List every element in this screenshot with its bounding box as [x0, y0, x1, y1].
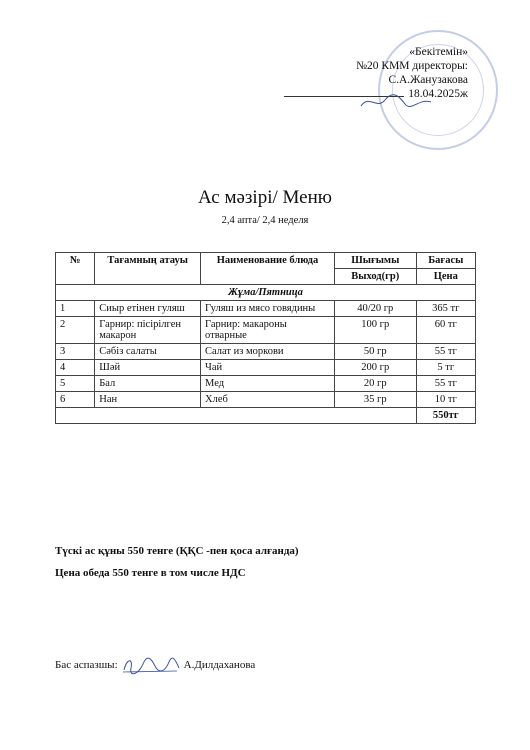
- row-price: 5 тг: [416, 360, 475, 376]
- day-label: Жұма/Пятница: [56, 285, 476, 301]
- header-price-ru: Цена: [416, 269, 475, 285]
- row-num: 1: [56, 301, 95, 317]
- row-num: 4: [56, 360, 95, 376]
- chef-label: Бас аспазшы:: [55, 659, 118, 671]
- total-spacer: [56, 408, 417, 424]
- row-output: 50 гр: [334, 344, 416, 360]
- table-header-row: [56, 253, 476, 269]
- chef-signature-block: [55, 654, 255, 676]
- row-ru: Чай: [201, 360, 335, 376]
- director-signature-icon: [359, 92, 434, 112]
- chef-name: А.Дилдаханова: [183, 659, 256, 671]
- header-price-kz: Бағасы: [416, 253, 475, 269]
- total-price: 550тг: [416, 408, 475, 424]
- header-ru: Наименование блюда: [201, 253, 335, 285]
- approval-line2: №20 КММ директоры:: [356, 60, 468, 72]
- row-ru: Гуляш из мясо говядины: [201, 301, 335, 317]
- row-ru: Хлеб: [201, 392, 335, 408]
- row-price: 55 тг: [416, 344, 475, 360]
- header-output-ru: Выход(гр): [334, 269, 416, 285]
- table-row: [56, 344, 476, 360]
- table-row: [56, 360, 476, 376]
- page-title: Ас мәзірі/ Меню: [198, 187, 332, 208]
- row-num: 5: [56, 376, 95, 392]
- row-kz: Шәй: [95, 360, 201, 376]
- row-ru: Салат из моркови: [201, 344, 335, 360]
- row-price: 365 тг: [416, 301, 475, 317]
- row-output: 35 гр: [334, 392, 416, 408]
- table-row: [56, 376, 476, 392]
- row-output: 40/20 гр: [334, 301, 416, 317]
- row-price: 55 тг: [416, 376, 475, 392]
- table-row: [56, 317, 476, 344]
- total-row: [56, 408, 476, 424]
- row-output: 100 гр: [334, 317, 416, 344]
- approval-line1: «Бекітемін»: [409, 46, 468, 58]
- menu-table: [55, 252, 476, 424]
- header-num: №: [56, 253, 95, 285]
- header-output-kz: Шығымы: [334, 253, 416, 269]
- table-row: [56, 392, 476, 408]
- row-num: 3: [56, 344, 95, 360]
- approval-line3: С.А.Жанузакова: [388, 74, 468, 86]
- row-kz: Гарнир: пісірілген макарон: [95, 317, 201, 344]
- header-kz: Тағамның атауы: [95, 253, 201, 285]
- row-kz: Бал: [95, 376, 201, 392]
- row-kz: Сиыр етінен гуляш: [95, 301, 201, 317]
- row-ru: Гарнир: макароны отварные: [201, 317, 335, 344]
- row-price: 10 тг: [416, 392, 475, 408]
- row-output: 200 гр: [334, 360, 416, 376]
- table-row: [56, 301, 476, 317]
- row-num: 6: [56, 392, 95, 408]
- row-kz: Сәбіз салаты: [95, 344, 201, 360]
- chef-signature-icon: [121, 654, 181, 676]
- day-row: [56, 285, 476, 301]
- row-num: 2: [56, 317, 95, 344]
- row-ru: Мед: [201, 376, 335, 392]
- row-output: 20 гр: [334, 376, 416, 392]
- price-note-kz: Түскі ас құны 550 тенге (ҚҚС -пен қоса алғанда): [55, 545, 299, 557]
- price-note-ru: Цена обеда 550 тенге в том числе НДС: [55, 567, 246, 579]
- approval-date: 18.04.2025ж: [408, 88, 468, 100]
- row-price: 60 тг: [416, 317, 475, 344]
- row-kz: Нан: [95, 392, 201, 408]
- page-subtitle: 2,4 апта/ 2,4 неделя: [221, 215, 309, 226]
